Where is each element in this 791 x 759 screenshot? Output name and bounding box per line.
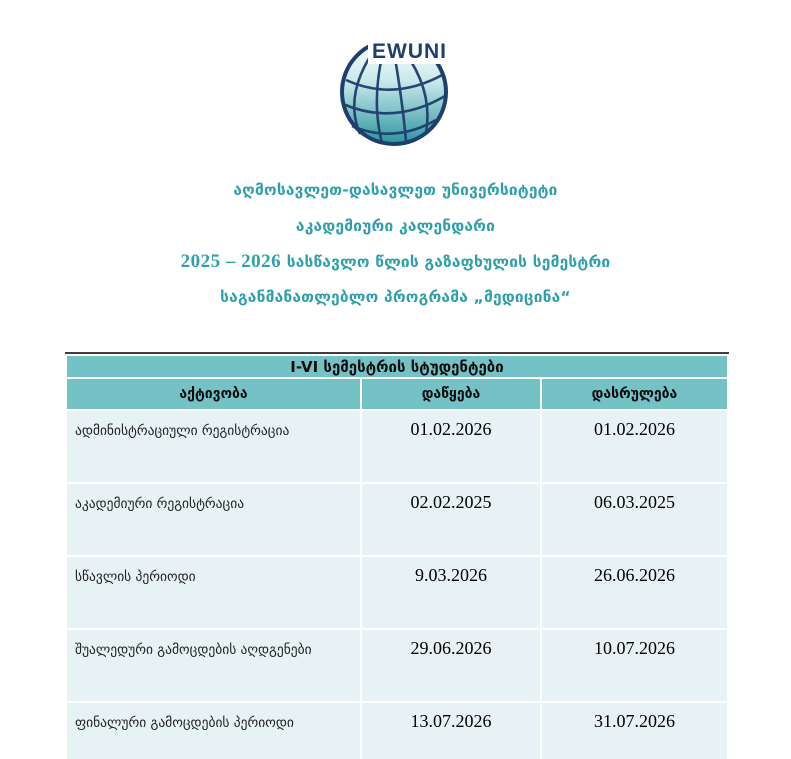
semester-text: სასწავლო წლის გაზაფხულის სემესტრი xyxy=(281,253,611,271)
table-row xyxy=(67,630,727,701)
table-row xyxy=(67,411,727,482)
semester-line xyxy=(0,251,791,273)
calendar-table xyxy=(65,352,729,759)
calendar-title: აკადემიური კალენდარი xyxy=(295,217,496,235)
start-date-cell: 29.06.2026 xyxy=(362,630,540,701)
activity-cell: ფინალური გამოცდების პერიოდი xyxy=(67,703,360,759)
end-date-cell: 31.07.2026 xyxy=(542,703,727,759)
table-row xyxy=(67,484,727,555)
start-date-cell: 13.07.2026 xyxy=(362,703,540,759)
column-header-start: დაწყება xyxy=(362,379,540,409)
logo-text: EWUNI xyxy=(372,40,447,63)
activity-cell: სწავლის პერიოდი xyxy=(67,557,360,628)
table-row xyxy=(67,557,727,628)
academic-years: 2025 – 2026 xyxy=(180,251,282,272)
start-date-cell: 02.02.2025 xyxy=(362,484,540,555)
end-date-cell: 06.03.2025 xyxy=(542,484,727,555)
end-date-cell: 10.07.2026 xyxy=(542,630,727,701)
activity-cell: აკადემიური რეგისტრაცია xyxy=(67,484,360,555)
university-logo xyxy=(330,30,465,152)
university-name: აღმოსავლეთ-დასავლეთ უნივერსიტეტი xyxy=(233,181,558,199)
activity-cell: შუალედური გამოცდების აღდგენები xyxy=(67,630,360,701)
end-date-cell: 26.06.2026 xyxy=(542,557,727,628)
table-row xyxy=(67,703,727,759)
column-header-end: დასრულება xyxy=(542,379,727,409)
activity-cell: ადმინისტრაციული რეგისტრაცია xyxy=(67,411,360,482)
table-title: I-VI სემესტრის სტუდენტები xyxy=(67,356,727,377)
column-header-activity: აქტივობა xyxy=(67,379,360,409)
table-header-row xyxy=(67,379,727,409)
start-date-cell: 9.03.2026 xyxy=(362,557,540,628)
globe-icon xyxy=(330,30,465,152)
start-date-cell: 01.02.2026 xyxy=(362,411,540,482)
end-date-cell: 01.02.2026 xyxy=(542,411,727,482)
table-title-row xyxy=(67,356,727,377)
program-name: საგანმანათლებლო პროგრამა „მედიცინა“ xyxy=(220,288,571,306)
